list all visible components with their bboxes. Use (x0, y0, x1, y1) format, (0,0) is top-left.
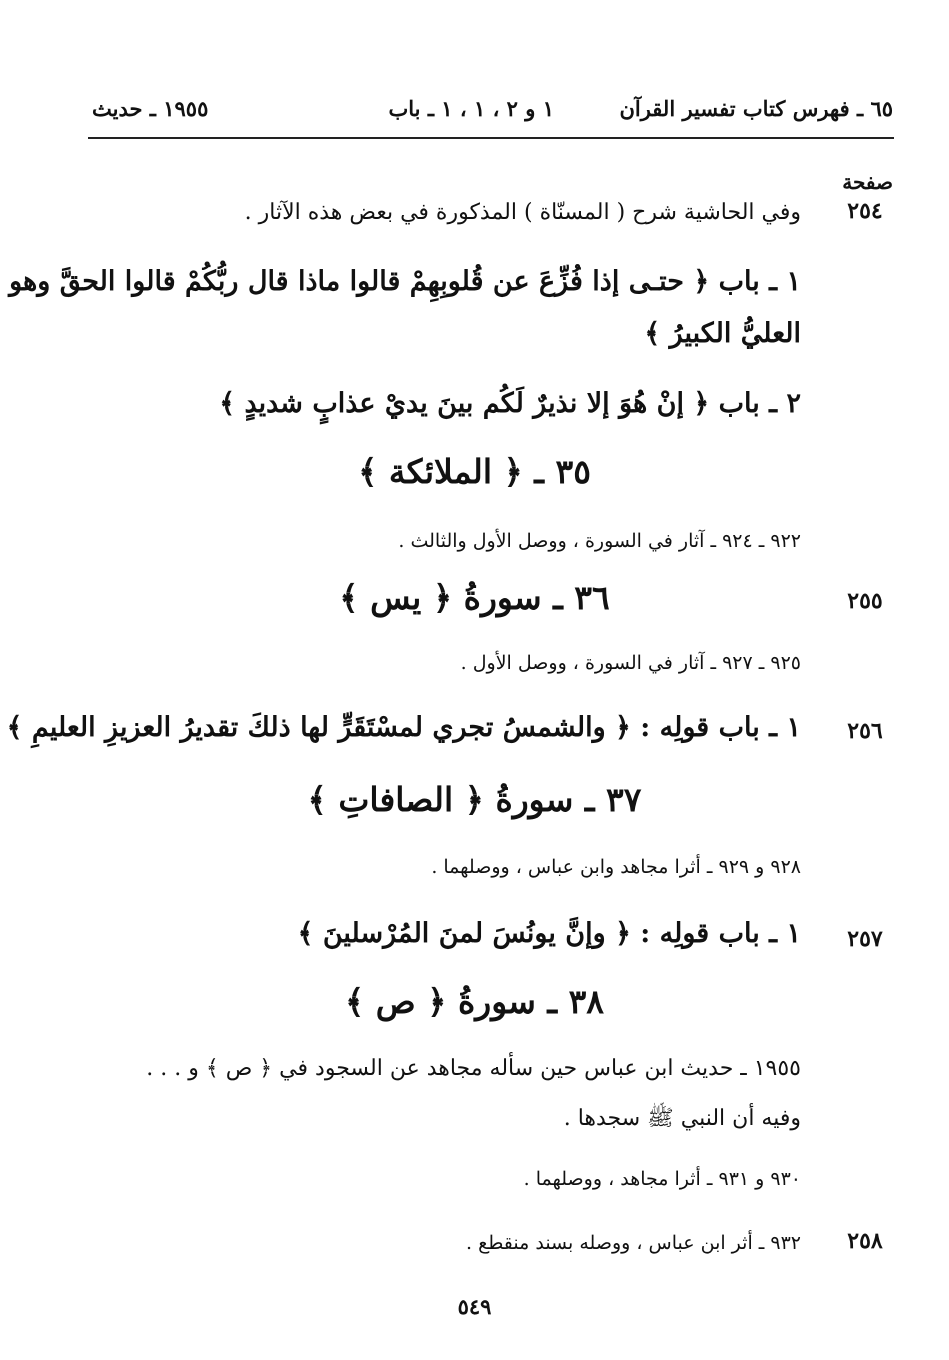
page-column-label: صفحة (842, 170, 893, 194)
page-ref-255: ٢٥٥ (847, 588, 883, 614)
header-rule (88, 137, 894, 139)
surah-heading-35: ٣٥ ـ ﴿ الملائكة ﴾ (358, 452, 591, 491)
hadith-1955-line1: ١٩٥٥ ـ حديث ابن عباس حين سأله مجاهد عن السجود في ﴿ ص ﴾ و . . . (146, 1056, 801, 1081)
page-number: ٥٤٩ (457, 1294, 492, 1319)
page-ref-258: ٢٥٨ (847, 1228, 883, 1254)
bab-heading-2: ٢ ـ باب ﴿ إنْ هُوَ إلا نذيرٌ لَكُم بينَ يديْ عذابٍ شديدٍ ﴾ (219, 388, 801, 419)
bab-heading-1-line2: العليُّ الكبيرُ ﴾ (644, 318, 801, 349)
athar-note-930: ٩٣٠ و ٩٣١ ـ أثرا مجاهد ، ووصلهما . (523, 1168, 801, 1190)
header-right-title: ٦٥ ـ فهرس كتاب تفسير القرآن (619, 96, 893, 121)
bab-heading-257: ١ ـ باب قولِه : ﴿ وإنَّ يونُسَ لمنَ المُرْسلينَ ﴾ (297, 918, 801, 949)
athar-note-928: ٩٢٨ و ٩٢٩ ـ أثرا مجاهد وابن عباس ، ووصلهما . (431, 856, 801, 878)
note-text: وفي الحاشية شرح ( المسنّاة ) المذكورة في بعض هذه الآثار . (244, 200, 801, 225)
athar-note-925: ٩٢٥ ـ ٩٢٧ ـ آثار في السورة ، ووصل الأول . (460, 652, 801, 674)
athar-note-922: ٩٢٢ ـ ٩٢٤ ـ آثار في السورة ، ووصل الأول والثالث . (398, 530, 801, 552)
header-center-range: ١ و ٢ ، ١ ، ١ ـ باب (388, 96, 554, 121)
bab-heading-1-line1: ١ ـ باب ﴿ حتـى إذا فُزِّعَ عن قُلوبِهِمْ قالوا ماذا قال ربُّكُمْ قالوا الحقَّ وهو (9, 266, 801, 297)
athar-note-932: ٩٣٢ ـ أثر ابن عباس ، ووصله بسند منقطع . (466, 1232, 801, 1254)
surah-heading-37: ٣٧ ـ سورةُ ﴿ الصافاتِ ﴾ (307, 780, 642, 819)
surah-heading-36: ٣٦ ـ سورةُ ﴿ يس ﴾ (339, 578, 610, 617)
header-left-hadith: ١٩٥٥ ـ حديث (92, 96, 209, 121)
page-ref-257: ٢٥٧ (847, 926, 883, 952)
bab-heading-256: ١ ـ باب قولِه : ﴿ والشمسُ تجري لمسْتَقَرٍّ لها ذلكَ تقديرُ العزيزِ العليمِ ﴾ (6, 712, 801, 743)
page-ref-254: ٢٥٤ (847, 198, 883, 224)
page-ref-256: ٢٥٦ (847, 718, 883, 744)
hadith-1955-line2: وفيه أن النبي ﷺ سجدها . (563, 1106, 801, 1131)
surah-heading-38: ٣٨ ـ سورةُ ﴿ ص ﴾ (344, 982, 605, 1021)
